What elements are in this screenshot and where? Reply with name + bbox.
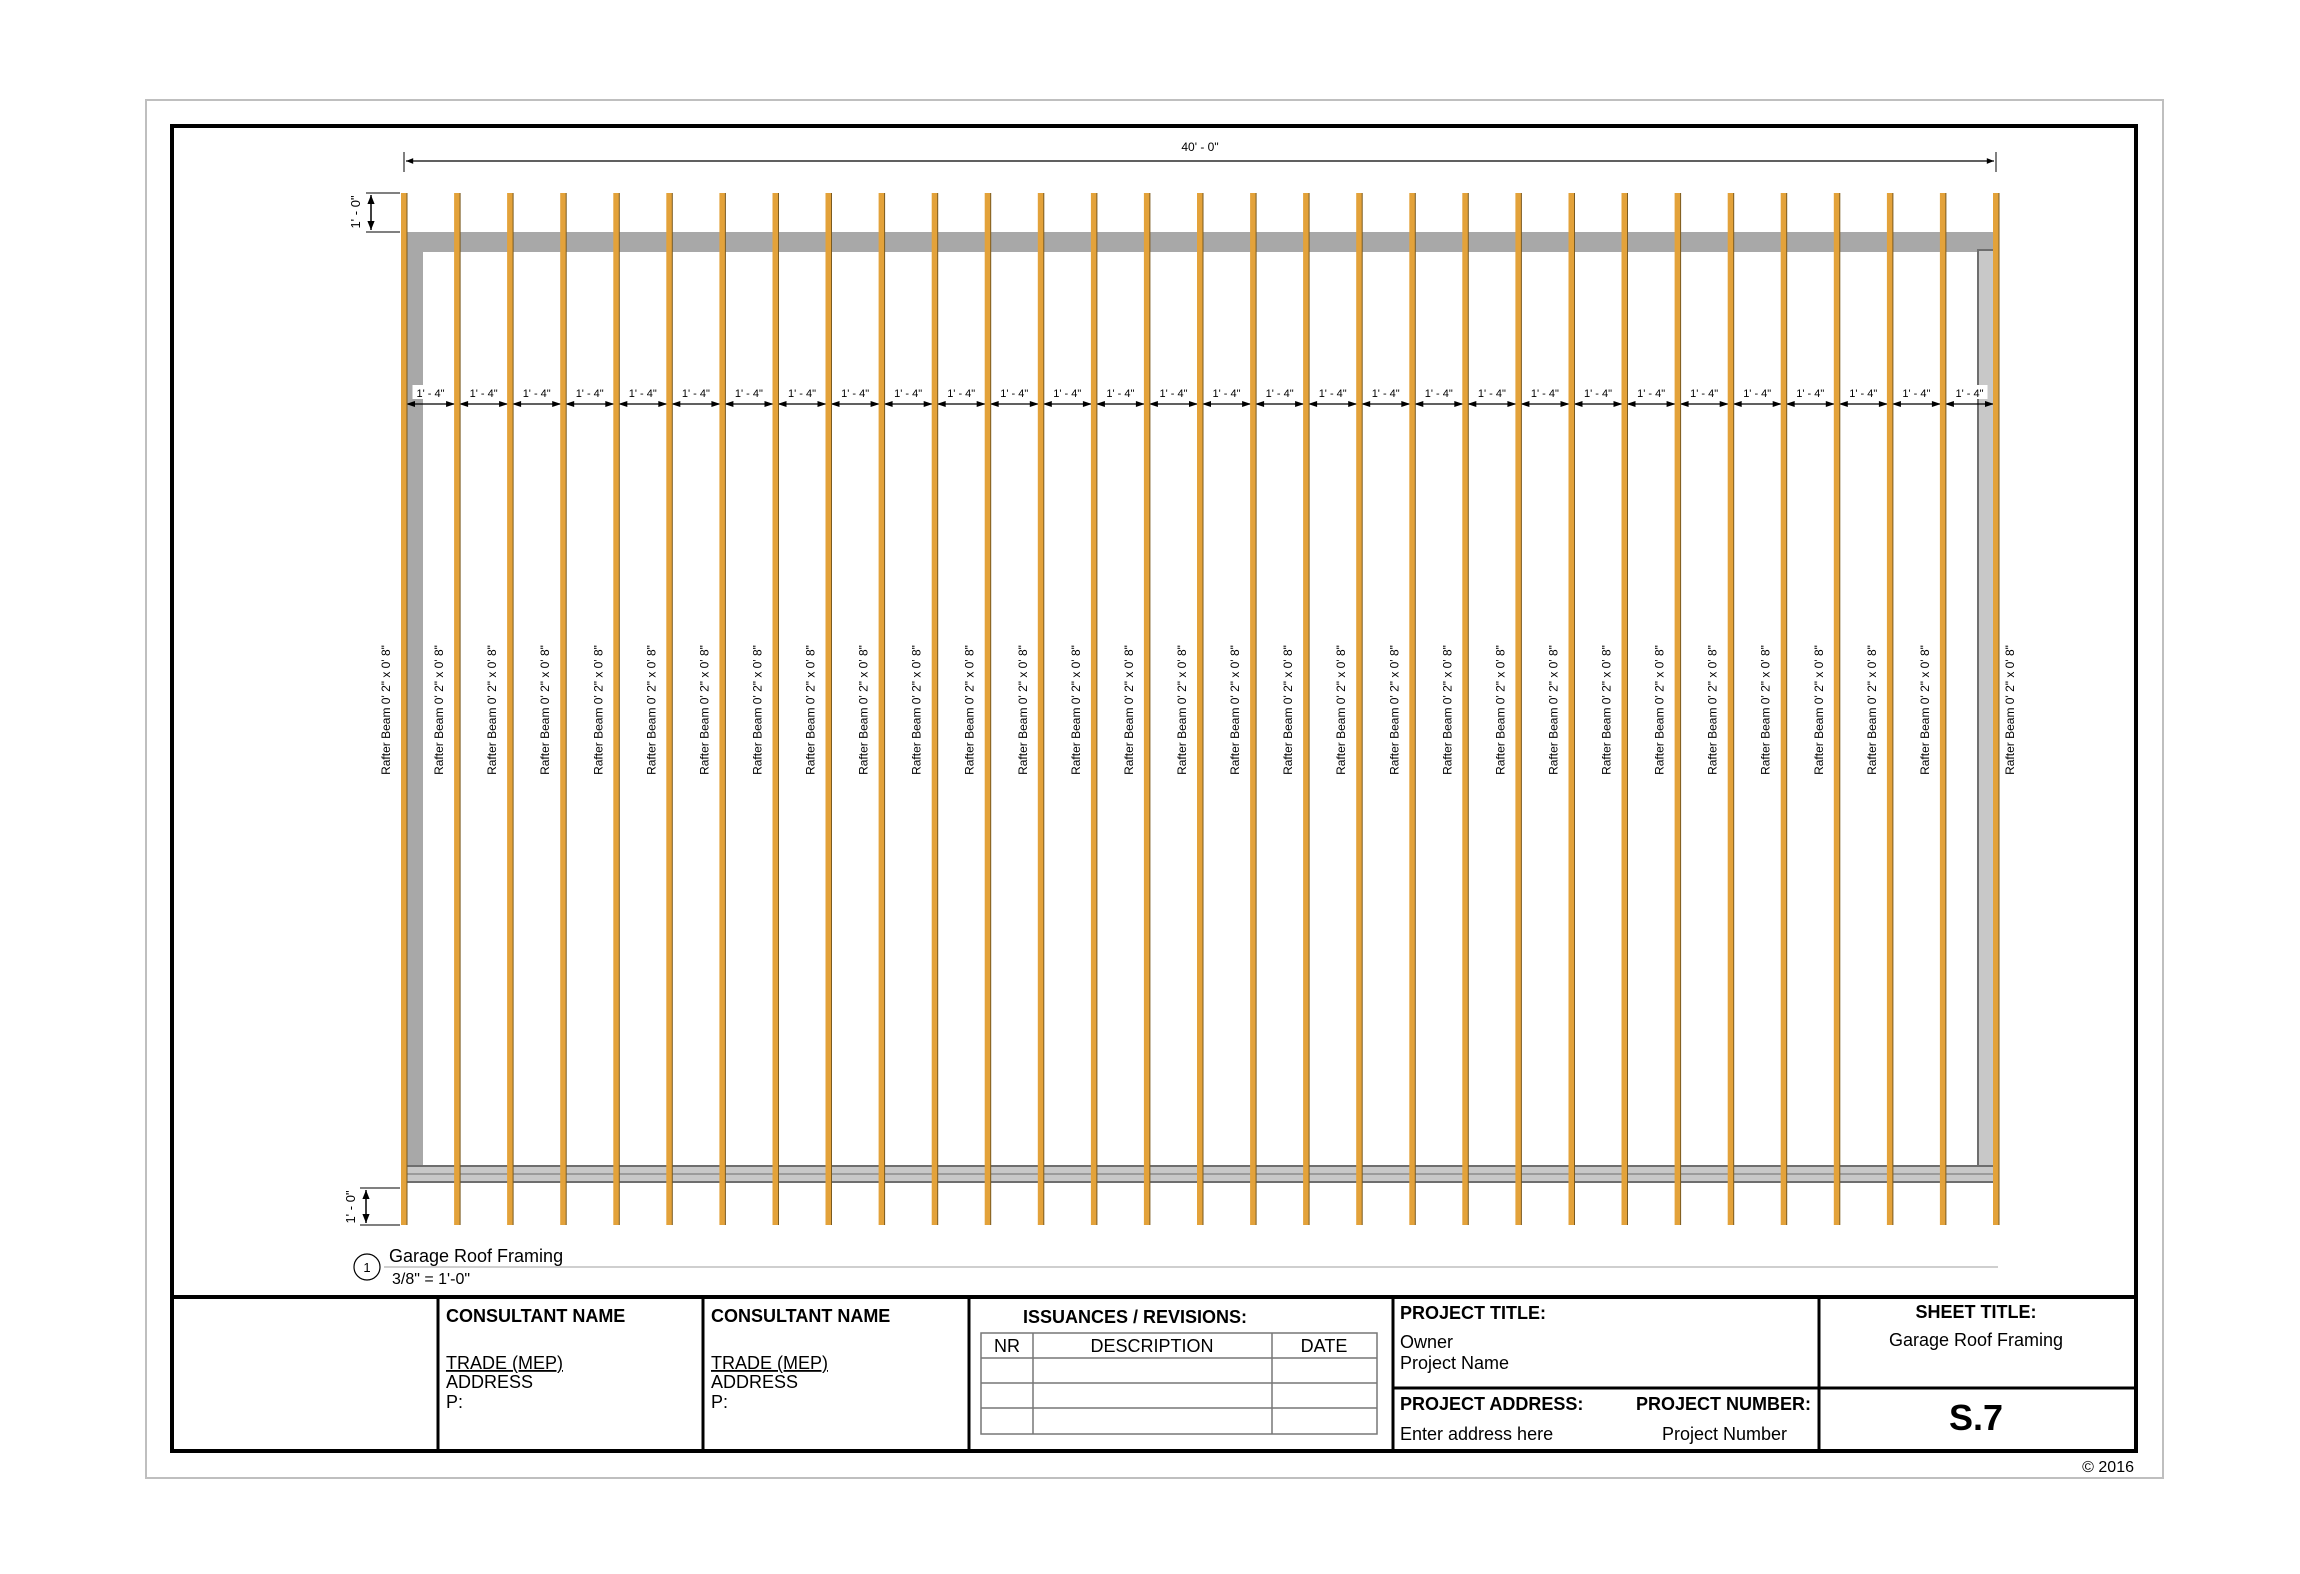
rafter-label: Rafter Beam 0' 2" x 0' 8" (1068, 645, 1083, 775)
rafter-beam (1409, 193, 1415, 1225)
spacing-label: 1' - 4" (522, 388, 551, 400)
view-number: 1 (363, 1260, 371, 1275)
rafter-label: Rafter Beam 0' 2" x 0' 8" (1546, 645, 1561, 775)
rafter-label: Rafter Beam 0' 2" x 0' 8" (485, 645, 500, 775)
rafter-label: Rafter Beam 0' 2" x 0' 8" (803, 645, 818, 775)
rafter-beam (560, 193, 566, 1225)
spacing-label: 1' - 4" (1318, 388, 1347, 400)
spacing-label: 1' - 4" (1955, 388, 1984, 400)
spacing-label: 1' - 4" (1637, 388, 1666, 400)
rafter-label: Rafter Beam 0' 2" x 0' 8" (750, 645, 765, 775)
project-owner: Owner (1400, 1332, 1454, 1352)
issuances-col-description: DESCRIPTION (1090, 1336, 1214, 1356)
consultant-2-address: ADDRESS (711, 1372, 799, 1392)
spacing-label: 1' - 4" (1053, 388, 1082, 400)
spacing-label: 1' - 4" (575, 388, 604, 400)
spacing-label: 1' - 4" (1690, 388, 1719, 400)
rafter-beam (1940, 193, 1946, 1225)
bottom-overhang-label: 1' - 0" (343, 1190, 358, 1224)
rafter-label: Rafter Beam 0' 2" x 0' 8" (856, 645, 871, 775)
rafter-beam (773, 193, 779, 1225)
consultant-2-trade: TRADE (MEP) (711, 1353, 828, 1373)
rafter-beam (1356, 193, 1362, 1225)
rafter-label: Rafter Beam 0' 2" x 0' 8" (1811, 645, 1826, 775)
consultant-2-phone: P: (711, 1392, 729, 1412)
spacing-arrow (977, 401, 986, 407)
spacing-label: 1' - 4" (1796, 388, 1825, 400)
spacing-arrow (1189, 401, 1198, 407)
project-address: Enter address here (1400, 1424, 1554, 1444)
rafter-label: Rafter Beam 0' 2" x 0' 8" (1281, 645, 1296, 775)
rafter-label: Rafter Beam 0' 2" x 0' 8" (962, 645, 977, 775)
spacing-arrow (1295, 401, 1304, 407)
spacing-arrow (446, 401, 455, 407)
spacing-arrow (1507, 401, 1516, 407)
spacing-label: 1' - 4" (734, 388, 763, 400)
rafter-beam (719, 193, 725, 1225)
rafter-beam (1091, 193, 1097, 1225)
top-overhang-dimension (348, 193, 400, 232)
project-number-label: PROJECT NUMBER: (1636, 1394, 1812, 1414)
sheet-number: S.7 (1948, 1397, 2004, 1438)
spacing-label: 1' - 4" (681, 388, 710, 400)
spacing-label: 1' - 4" (841, 388, 870, 400)
rafter-beam (1303, 193, 1309, 1225)
rafter-label: Rafter Beam 0' 2" x 0' 8" (697, 645, 712, 775)
rafter-beam (1675, 193, 1681, 1225)
spacing-arrow (1561, 401, 1570, 407)
consultant-1-phone: P: (446, 1392, 464, 1412)
spacing-label: 1' - 4" (894, 388, 923, 400)
sheet-title-label: SHEET TITLE: (1915, 1302, 2037, 1322)
spacing-label: 1' - 4" (1000, 388, 1029, 400)
spacing-arrow (765, 401, 774, 407)
rafter-label: Rafter Beam 0' 2" x 0' 8" (432, 645, 447, 775)
spacing-label: 1' - 4" (947, 388, 976, 400)
spacing-label: 1' - 4" (787, 388, 817, 400)
overall-dimension-label: 40' - 0" (1181, 140, 1219, 154)
rafter-label: Rafter Beam 0' 2" x 0' 8" (2003, 645, 2017, 775)
copyright: © 2016 (2082, 1459, 2134, 1476)
project-address-label: PROJECT ADDRESS: (1400, 1394, 1584, 1414)
rafter-beam (1993, 193, 1999, 1225)
rafter-label: Rafter Beam 0' 2" x 0' 8" (1599, 645, 1614, 775)
consultant-1-name: CONSULTANT NAME (446, 1306, 626, 1326)
spacing-arrow (1826, 401, 1835, 407)
rafter-beam (1038, 193, 1044, 1225)
spacing-label: 1' - 4" (1530, 388, 1559, 400)
rafter-label: Rafter Beam 0' 2" x 0' 8" (1387, 645, 1402, 775)
issuances-heading: ISSUANCES / REVISIONS: (1023, 1307, 1248, 1327)
overall-dimension (404, 140, 1996, 172)
rafter-beam (401, 193, 407, 1225)
spacing-arrow (1348, 401, 1357, 407)
spacing-arrow (605, 401, 614, 407)
view-scale: 3/8" = 1'-0" (392, 1271, 471, 1288)
rafter-beam (1887, 193, 1893, 1225)
top-overhang-label: 1' - 0" (348, 195, 363, 229)
consultant-1-address: ADDRESS (446, 1372, 534, 1392)
spacing-label: 1' - 4" (1159, 388, 1188, 400)
issuances-table (981, 1333, 1377, 1434)
rafter-label: Rafter Beam 0' 2" x 0' 8" (1493, 645, 1508, 775)
spacing-label: 1' - 4" (1212, 388, 1241, 400)
sheet-title: Garage Roof Framing (1888, 1330, 2064, 1350)
spacing-arrow (711, 401, 720, 407)
project-name: Project Name (1400, 1353, 1510, 1373)
view-title-block (354, 1246, 1998, 1288)
rafter-beam (1781, 193, 1787, 1225)
spacing-label: 1' - 4" (1477, 388, 1506, 400)
spacing-label: 1' - 4" (1265, 388, 1294, 400)
rafter-label: Rafter Beam 0' 2" x 0' 8" (1121, 645, 1136, 775)
rafter-beam (1622, 193, 1628, 1225)
spacing-label: 1' - 4" (628, 388, 657, 400)
spacing-label: 1' - 4" (1106, 388, 1135, 400)
rafter-label: Rafter Beam 0' 2" x 0' 8" (379, 645, 393, 775)
spacing-label: 1' - 4" (469, 388, 498, 400)
spacing-arrow (924, 401, 933, 407)
rafter-beam (879, 193, 885, 1225)
spacing-label: 1' - 4" (1743, 388, 1772, 400)
spacing-label: 1' - 4" (1424, 388, 1453, 400)
spacing-arrow (1454, 401, 1463, 407)
left-wall (405, 232, 423, 1170)
spacing-arrow (871, 401, 880, 407)
view-title: Garage Roof Framing (389, 1246, 564, 1266)
spacing-arrow (658, 401, 667, 407)
spacing-label: 1' - 4" (1583, 388, 1613, 400)
spacing-arrow (1720, 401, 1729, 407)
spacing-arrow (1879, 401, 1888, 407)
spacing-arrow (1932, 401, 1941, 407)
rafter-label: Rafter Beam 0' 2" x 0' 8" (1864, 645, 1879, 775)
spacing-arrow (552, 401, 561, 407)
rafter-beam (666, 193, 672, 1225)
spacing-label: 1' - 4" (1902, 388, 1931, 400)
rafter-beam (1462, 193, 1468, 1225)
project-title-label: PROJECT TITLE: (1400, 1303, 1547, 1323)
rafter-beam (826, 193, 832, 1225)
spacing-arrow (1136, 401, 1145, 407)
rafter-label: Rafter Beam 0' 2" x 0' 8" (1917, 645, 1932, 775)
rafter-label: Rafter Beam 0' 2" x 0' 8" (1440, 645, 1455, 775)
spacing-arrow (1030, 401, 1039, 407)
rafter-beam (1144, 193, 1150, 1225)
rafter-label: Rafter Beam 0' 2" x 0' 8" (1758, 645, 1773, 775)
spacing-arrow (1614, 401, 1623, 407)
issuances-col-nr: NR (994, 1336, 1020, 1356)
spacing-arrow (1401, 401, 1410, 407)
rafter-label: Rafter Beam 0' 2" x 0' 8" (909, 645, 924, 775)
rafter-label: Rafter Beam 0' 2" x 0' 8" (591, 645, 606, 775)
rafter-label: Rafter Beam 0' 2" x 0' 8" (1015, 645, 1030, 775)
rafter-beam (613, 193, 619, 1225)
rafter-beam (932, 193, 938, 1225)
issuances-col-date: DATE (1300, 1336, 1348, 1356)
spacing-label: 1' - 4" (416, 388, 445, 400)
consultant-2-name: CONSULTANT NAME (711, 1306, 891, 1326)
rafter-beam (1728, 193, 1734, 1225)
bottom-overhang-dimension (343, 1188, 400, 1225)
rafter-label: Rafter Beam 0' 2" x 0' 8" (644, 645, 659, 775)
rafter-beam (1569, 193, 1575, 1225)
rafter-label: Rafter Beam 0' 2" x 0' 8" (1175, 645, 1189, 775)
rafter-beam (1197, 193, 1203, 1225)
rafter-beam (1515, 193, 1521, 1225)
rafter-label: Rafter Beam 0' 2" x 0' 8" (1652, 645, 1667, 775)
rafter-label: Rafter Beam 0' 2" x 0' 8" (1334, 645, 1349, 775)
rafter-beam (507, 193, 513, 1225)
rafter-beam (454, 193, 460, 1225)
spacing-label: 1' - 4" (1371, 388, 1400, 400)
rafter-beam (1834, 193, 1840, 1225)
consultant-1-trade: TRADE (MEP) (446, 1353, 563, 1373)
spacing-arrow (1667, 401, 1676, 407)
project-number: Project Number (1662, 1424, 1788, 1444)
rafter-beam (985, 193, 991, 1225)
rafter-beam (1250, 193, 1256, 1225)
rafter-label: Rafter Beam 0' 2" x 0' 8" (538, 645, 553, 775)
spacing-arrow (818, 401, 827, 407)
spacing-arrow (1242, 401, 1251, 407)
rafter-label: Rafter Beam 0' 2" x 0' 8" (1228, 645, 1243, 775)
spacing-label: 1' - 4" (1849, 388, 1878, 400)
spacing-arrow (1773, 401, 1782, 407)
spacing-arrow (1083, 401, 1092, 407)
rafter-label: Rafter Beam 0' 2" x 0' 8" (1705, 645, 1720, 775)
spacing-arrow (499, 401, 508, 407)
